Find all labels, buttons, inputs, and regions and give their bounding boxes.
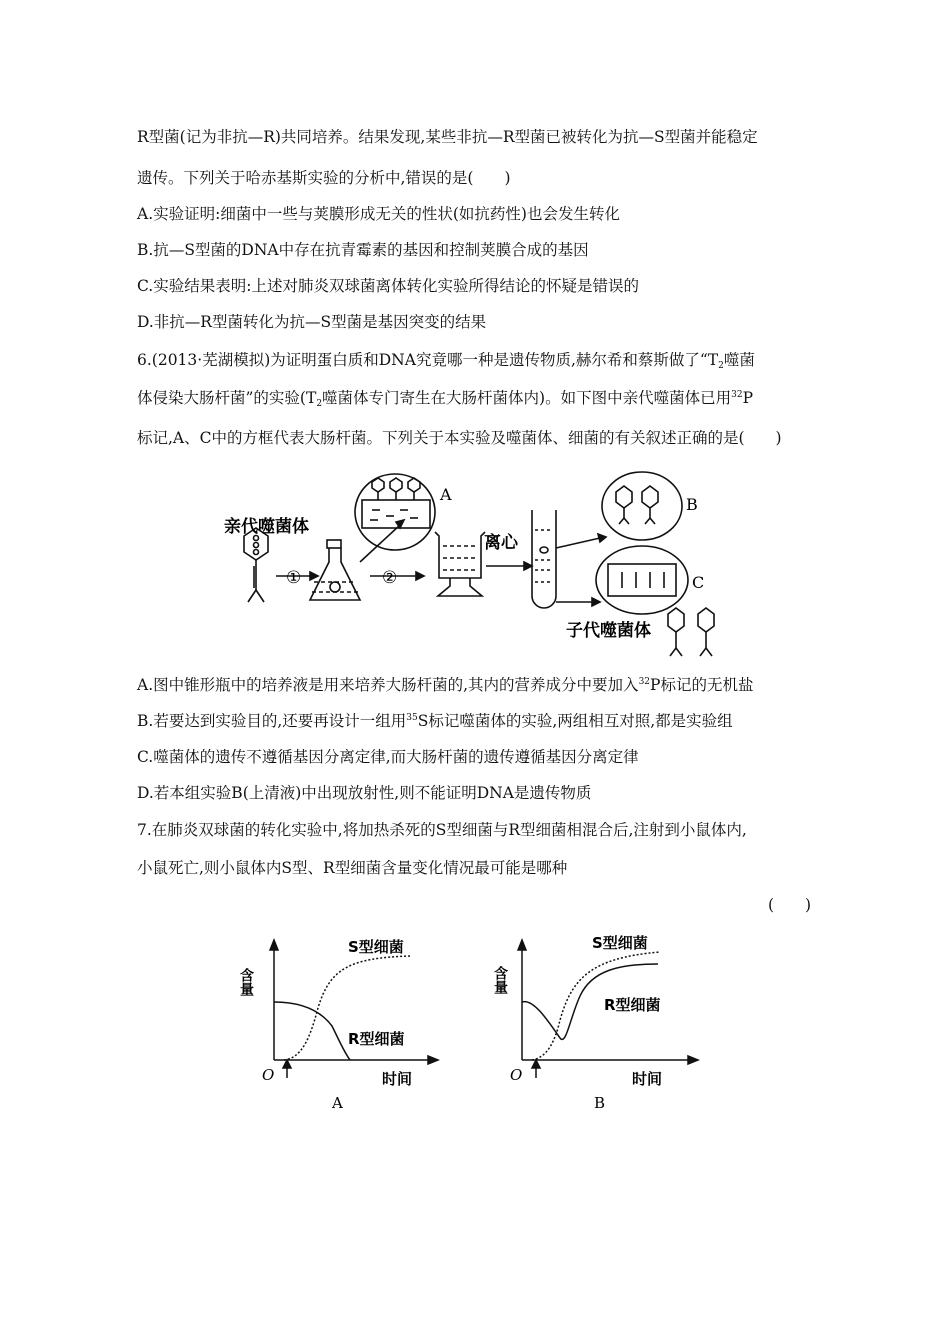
offspring-phage-icons — [668, 608, 714, 656]
q6-stem-line-2: 体侵染大肠杆菌”的实验($T_2$噬菌体专门寄生在大肠杆菌体内)。如下图中亲代噬菌体已用$^{32}$P — [137, 389, 753, 409]
centrifuge-label: 离心 — [484, 533, 518, 553]
beaker-icon — [435, 532, 485, 596]
graph-b-s-label: S型细菌 — [592, 934, 648, 952]
graph-a — [240, 928, 460, 1113]
parent-phage-icon — [244, 528, 268, 602]
graph-b-origin: O — [510, 1066, 523, 1084]
label-a: A — [440, 485, 452, 504]
graph-b-ylabel: 含量 — [492, 966, 508, 994]
step-2-label: ② — [382, 568, 398, 588]
graph-b-r-label: R型细菌 — [604, 996, 661, 1014]
q7-stem-line-1: 7.在肺炎双球菌的转化实验中,将加热杀死的S型细菌与R型细菌相混合后,注射到小鼠体内, — [137, 821, 747, 839]
q5-stem-line-1: R型菌(记为非抗—R)共同培养。结果发现,某些非抗—R型菌已被转化为抗—S型菌并能稳定 — [137, 128, 758, 146]
sediment-circle-c — [596, 546, 688, 614]
q5-option-b: B.抗—S型菌的DNA中存在抗青霉素的基因和控制荚膜合成的基因 — [137, 241, 589, 259]
q5-option-d: D.非抗—R型菌转化为抗—S型菌是基因突变的结果 — [137, 313, 487, 331]
infected-bacteria-circle-a — [355, 474, 435, 550]
supernatant-circle-b — [602, 472, 682, 540]
graph-a-caption: A — [332, 1094, 343, 1112]
q5-stem-line-2: 遗传。下列关于哈赤基斯实验的分析中,错误的是( ) — [137, 169, 511, 187]
q7-answer-paren: ( ) — [768, 896, 812, 914]
parent-phage-label: 亲代噬菌体 — [224, 517, 309, 537]
q6-option-a: A.图中锥形瓶中的培养液是用来培养大肠杆菌的,其内的营养成分中要加入$^{32}$P标记的无机盐 — [137, 676, 754, 694]
graph-b-caption: B — [594, 1094, 606, 1112]
r-curve-a — [274, 1002, 350, 1060]
q6-option-c: C.噬菌体的遗传不遵循基因分离定律,而大肠杆菌的遗传遵循基因分离定律 — [137, 748, 639, 766]
graph-b — [492, 928, 720, 1113]
graph-a-xlabel: 时间 — [382, 1070, 413, 1088]
q5-option-c: C.实验结果表明:上述对肺炎双球菌离体转化实验所得结论的怀疑是错误的 — [137, 277, 639, 295]
label-c: C — [692, 573, 705, 592]
q6-option-b: B.若要达到实验目的,还要再设计一组用$^{35}$S标记噬菌体的实验,两组相互对照,都是实验组 — [137, 712, 733, 730]
offspring-phage-label: 子代噬菌体 — [566, 621, 651, 641]
q6-stem-line-1: 6.(2013·芜湖模拟)为证明蛋白质和DNA究竟哪一种是遗传物质,赫尔希和蔡斯做了“$T_2$噬菌 — [137, 351, 755, 371]
test-tube-icon — [532, 510, 556, 608]
step-1-label: ① — [286, 568, 302, 588]
graph-a-r-label: R型细菌 — [348, 1030, 405, 1048]
graph-a-ylabel: 含量 — [238, 968, 254, 996]
graph-a-origin: O — [262, 1066, 275, 1084]
q6-stem-line-3: 标记,A、C中的方框代表大肠杆菌。下列关于本实验及噬菌体、细菌的有关叙述正确的是( ) — [137, 429, 782, 447]
graph-a-s-label: S型细菌 — [348, 938, 404, 956]
graph-b-xlabel: 时间 — [632, 1070, 663, 1088]
phage-experiment-diagram — [210, 470, 730, 660]
q7-stem-line-2: 小鼠死亡,则小鼠体内S型、R型细菌含量变化情况最可能是哪种 — [137, 859, 568, 877]
q5-option-a: A.实验证明:细菌中一些与荚膜形成无关的性状(如抗药性)也会发生转化 — [137, 205, 620, 223]
q6-option-d: D.若本组实验B(上清液)中出现放射性,则不能证明DNA是遗传物质 — [137, 784, 592, 802]
flask-icon — [310, 540, 360, 600]
label-b: B — [686, 495, 698, 514]
